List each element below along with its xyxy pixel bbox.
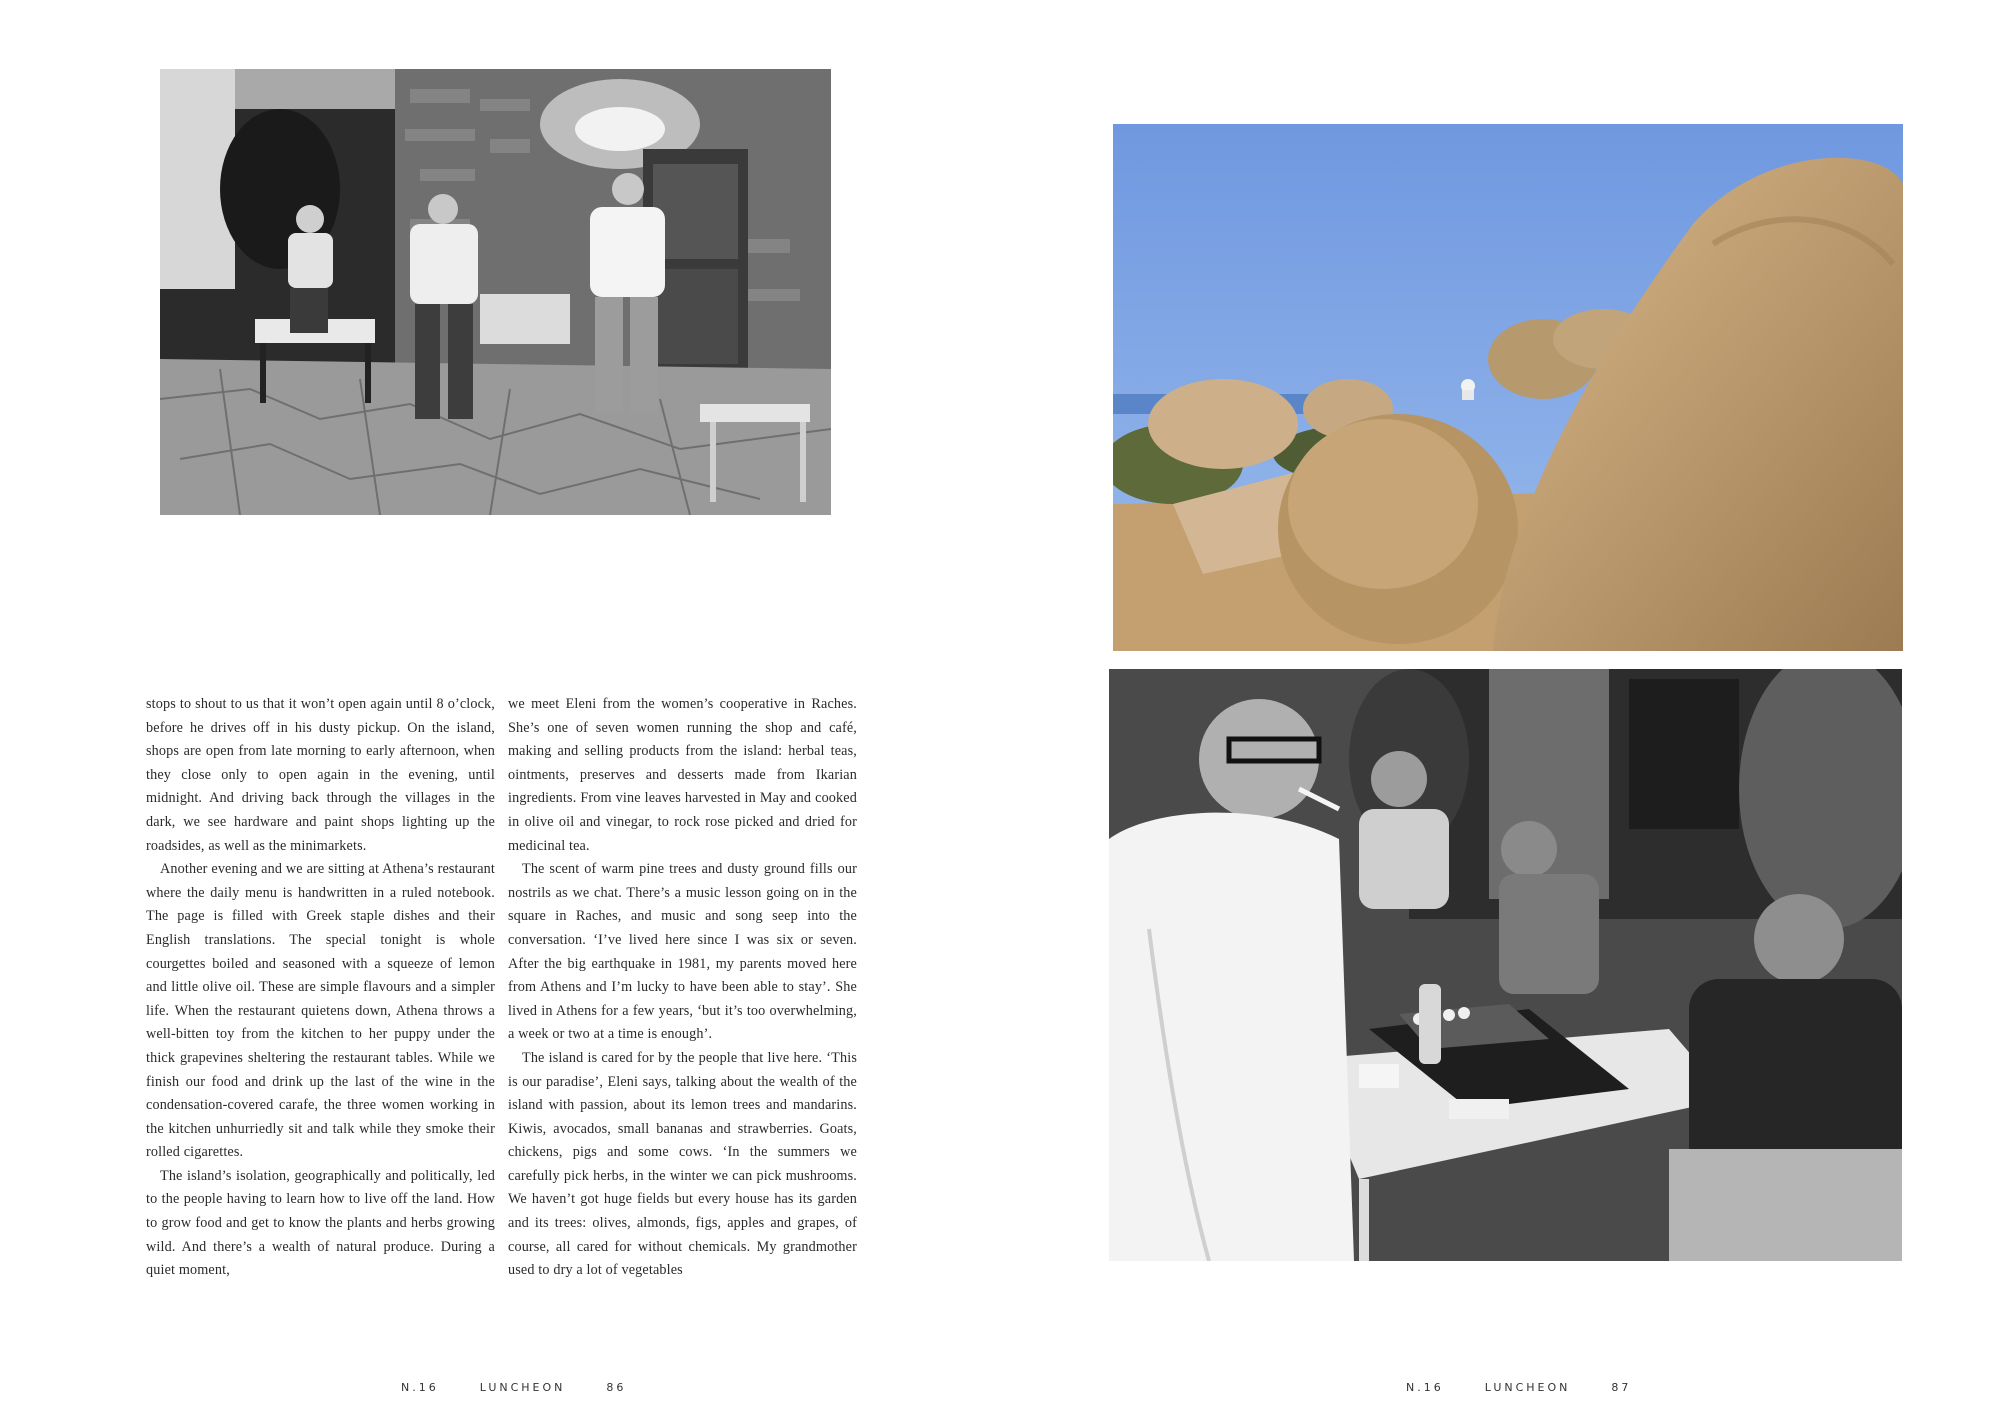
paragraph: Another evening and we are sitting at Athena’s restaurant where the daily menu is handwritten in a ruled notebook. The page is filled with Greek staple dishes and their English translations. The special tonight is whole courgettes boiled and seasoned with a squeeze of lemon and little olive oil. These are simple flavours and a simpler life. When the restaurant quietens down, Athena throws a well-bitten toy from the kitchen to her puppy under the thick grapevines sheltering the restaurant tables. While we finish our food and drink up the last of the wine in the condensation-covered carafe, the three women working in the kitchen unhurriedly sit and talk while they smoke their rolled cigarettes. (146, 861, 495, 1161)
issue-number: N.16 (1406, 1381, 1444, 1394)
article-column-2 (508, 693, 857, 1283)
page-footer (1406, 1381, 1631, 1394)
page-number: 87 (1611, 1381, 1632, 1394)
magazine-name: LUNCHEON (479, 1381, 566, 1394)
paragraph: we meet Eleni from the women’s cooperative in Raches. She’s one of seven women running the shop and café, making and selling products from the island: herbal teas, ointments, preserves and desserts made from Ikarian ingredients. From vine leaves harvested in May and cooked in olive oil and vinegar, to rock rose picked and dried for medicinal tea. (508, 696, 857, 854)
page-footer (401, 1381, 626, 1394)
paragraph: stops to shout to us that it won’t open again until 8 o’clock, before he drives off in his dusty pickup. On the island, shops are open from late morning to early afternoon, when they close only to open again in the evening, until midnight. And driving back through the villages in the dark, we see hardware and paint shops lighting up the roadsides, as well as the minimarkets. (146, 696, 495, 854)
page-number: 86 (606, 1381, 627, 1394)
paragraph: The island’s isolation, geographically and politically, led to the people having to learn how to live off the land. How to grow food and get to know the plants and herbs growing wild. And there’s a wealth of natural produce. During a quiet moment, (146, 1167, 495, 1279)
photo-boulders-goat (1113, 124, 1903, 651)
photo-backgammon-players (1109, 669, 1902, 1261)
right-page (1000, 0, 2000, 1417)
article-column-1 (146, 693, 495, 1283)
paragraph: The scent of warm pine trees and dusty ground fills our nostrils as we chat. There’s a music lesson going on in the square in Raches, and music and song seep into the conversation. ‘I’ve lived here since I was six or seven. After the big earthquake in 1981, my parents moved here from Athens and I’m lucky to have been able to stay’. She lived in Athens for a few years, ‘but it’s too overwhelming, a week or two at a time is enough’. (508, 861, 857, 1043)
paragraph: The island is cared for by the people that live here. ‘This is our paradise’, Eleni says, talking about the wealth of the island with passion, about its lemon trees and mandarins. Kiwis, avocados, small bananas and strawberries. Goats, chickens, pigs and some cows. ‘In the summers we carefully pick herbs, in the winter we can pick mushrooms. We haven’t got huge fields but every house has its garden and its trees: olives, almonds, figs, apples and grapes, of course, all cared for without chemicals. My grandmother used to dry a lot of vegetables (508, 1049, 857, 1279)
magazine-name: LUNCHEON (1484, 1381, 1571, 1394)
issue-number: N.16 (401, 1381, 439, 1394)
photo-courtyard-cooks (160, 69, 831, 515)
